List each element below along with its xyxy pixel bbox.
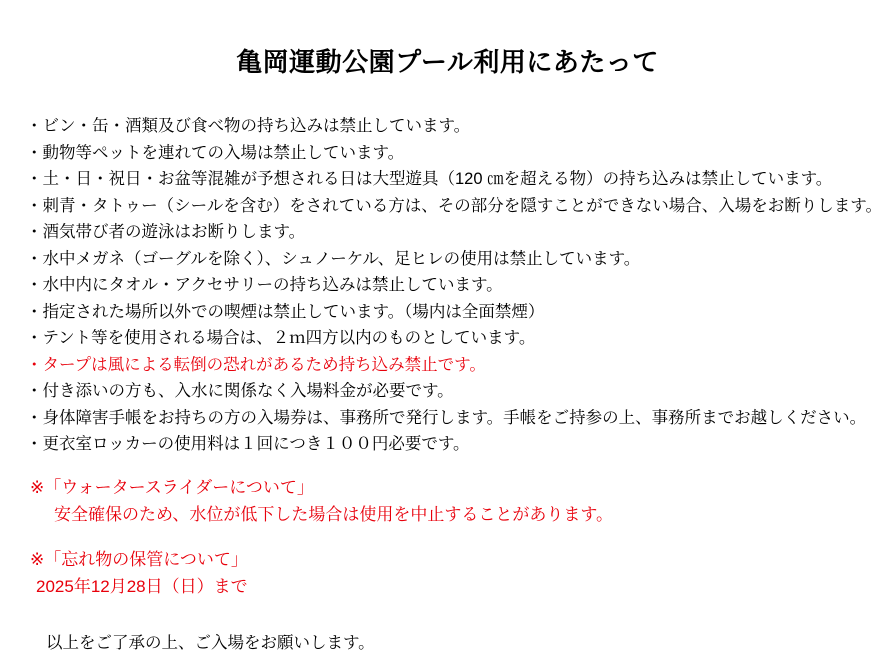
notes-section [0,474,895,600]
note-heading-lostandfound: ※「忘れ物の保管について」 [30,549,248,569]
list-item: ・身体障害手帳をお持ちの方の入場券は、事務所で発行します。手帳をご持参の上、事務所までお越しください。 [26,408,867,427]
list-item: ・動物等ペットを連れての入場は禁止しています。 [26,143,405,162]
closing-statement: 以上をご了承の上、ご入場をお願いします。 [46,633,375,652]
list-item: ・テント等を使用される場合は、２ｍ四方以内のものとしています。 [26,329,536,347]
note-body-waterslide: 安全確保のため、水位が低下した場合は使用を中止することがあります。 [54,504,613,524]
list-item: ・付き添いの方も、入水に関係なく入場料金が必要です。 [26,382,454,400]
list-item-highlighted: ・タープは風による転倒の恐れがあるため持ち込み禁止です。 [26,355,486,374]
notice-page [0,42,895,668]
list-item: ・ビン・缶・酒類及び食べ物の持ち込みは禁止しています。 [26,117,471,135]
list-item: ・更衣室ロッカーの使用料は１回につき１００円必要です。 [26,435,470,453]
rules-list [0,113,895,458]
note-body-lostandfound-date: 2025年12月28日（日）まで [36,576,248,596]
list-item: ・指定された場所以外での喫煙は禁止しています。（場内は全面禁煙） [26,302,545,321]
list-item: ・刺青・タトゥー（シールを含む）をされている方は、その部分を隠すことができない場合、入場をお断りします。 [26,196,882,215]
page-title: 亀岡運動公園プール利用にあたって [236,47,659,77]
list-item: ・水中内にタオル・アクセサリーの持ち込みは禁止しています。 [26,276,503,294]
list-item: ・土・日・祝日・お盆等混雑が予想される日は大型遊具（120 ㎝を超える物）の持ち込みは禁止しています。 [26,170,833,188]
list-item: ・水中メガネ（ゴーグルを除く）、シュノーケル、足ヒレの使用は禁止しています。 [26,249,641,268]
note-heading-waterslide: ※「ウォータースライダーについて」 [30,477,314,497]
list-item: ・酒気帯び者の遊泳はお断りします。 [26,223,306,241]
